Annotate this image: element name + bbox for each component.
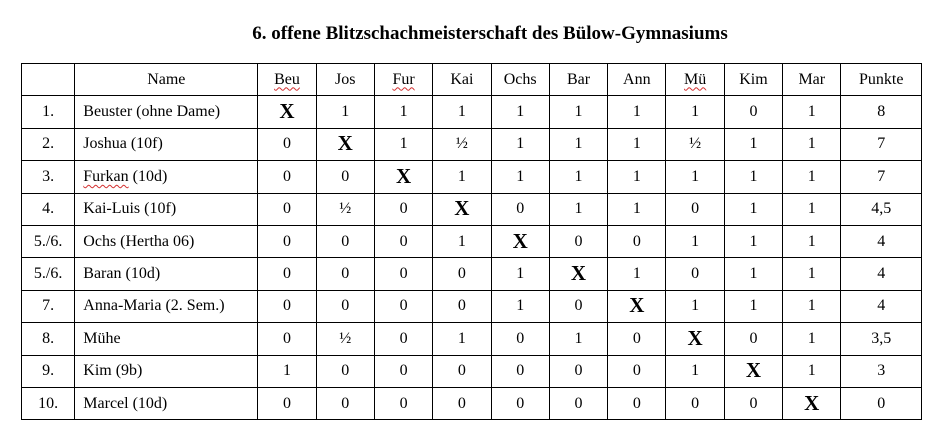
page-title: 6. offene Blitzschachmeisterschaft des Bülow-Gymnasiums (252, 23, 728, 44)
header-row (22, 64, 922, 96)
score-cell: 1 (724, 258, 782, 290)
score-cell: 1 (433, 323, 491, 355)
score-cell: 1 (783, 290, 841, 322)
score-cell: 0 (724, 387, 782, 419)
score-cell: 1 (549, 96, 607, 128)
table-row (22, 225, 922, 257)
score-cell: 0 (666, 193, 724, 225)
points-cell: 4 (841, 290, 922, 322)
self-pairing-cell (433, 193, 491, 225)
score-cell: 1 (666, 225, 724, 257)
x-mark: X (745, 358, 762, 383)
score-cell: 1 (549, 161, 607, 193)
header-jos: Jos (316, 64, 374, 96)
self-pairing-cell (374, 161, 432, 193)
header-ann: Ann (608, 64, 666, 96)
table-row (22, 161, 922, 193)
score-cell: 0 (258, 225, 316, 257)
score-cell: ½ (666, 128, 724, 160)
score-cell: 0 (316, 225, 374, 257)
score-cell: 1 (491, 258, 549, 290)
score-cell: 1 (608, 96, 666, 128)
score-cell: 0 (374, 193, 432, 225)
header-name: Name (75, 64, 258, 96)
score-cell: 1 (724, 161, 782, 193)
score-cell: 0 (491, 323, 549, 355)
score-cell: ½ (316, 193, 374, 225)
rank-cell: 5./6. (22, 258, 75, 290)
header-kai: Kai (433, 64, 491, 96)
player-name-cell: Baran (10d) (75, 258, 258, 290)
score-cell: 1 (666, 355, 724, 387)
score-cell: 0 (608, 225, 666, 257)
player-name-cell: Beuster (ohne Dame) (75, 96, 258, 128)
score-cell: 0 (258, 290, 316, 322)
self-pairing-cell (549, 258, 607, 290)
header-bar: Bar (549, 64, 607, 96)
player-name-cell: Mühe (75, 323, 258, 355)
score-cell: 0 (316, 161, 374, 193)
score-cell: 1 (491, 161, 549, 193)
score-cell: 1 (374, 128, 432, 160)
score-cell: 0 (666, 387, 724, 419)
points-cell: 8 (841, 96, 922, 128)
score-cell: 1 (666, 161, 724, 193)
score-cell: 1 (433, 96, 491, 128)
score-cell: 1 (783, 96, 841, 128)
rank-cell: 2. (22, 128, 75, 160)
header-mue: Mü (666, 64, 724, 96)
score-cell: 0 (258, 193, 316, 225)
x-mark: X (337, 131, 353, 156)
score-cell: 0 (374, 258, 432, 290)
score-cell: 1 (491, 290, 549, 322)
score-cell: 0 (316, 290, 374, 322)
player-name-cell: Marcel (10d) (75, 387, 258, 419)
score-cell: 1 (724, 225, 782, 257)
score-cell: 1 (549, 193, 607, 225)
rank-cell: 8. (22, 323, 75, 355)
score-cell: 1 (258, 355, 316, 387)
score-cell: 1 (724, 128, 782, 160)
header-mar: Mar (783, 64, 841, 96)
score-cell: 1 (491, 128, 549, 160)
score-cell: 1 (783, 225, 841, 257)
x-mark: X (279, 99, 295, 124)
points-cell: 0 (841, 387, 922, 419)
points-cell: 4 (841, 258, 922, 290)
score-cell: 1 (608, 193, 666, 225)
header-rank (22, 64, 75, 96)
score-cell: 0 (666, 258, 724, 290)
table-row (22, 258, 922, 290)
score-cell: 1 (783, 161, 841, 193)
score-cell: 1 (724, 193, 782, 225)
self-pairing-cell (666, 323, 724, 355)
score-cell: 0 (374, 323, 432, 355)
header-points: Punkte (841, 64, 922, 96)
score-cell: 1 (724, 290, 782, 322)
score-cell: 1 (316, 96, 374, 128)
points-cell: 7 (841, 128, 922, 160)
points-cell: 3 (841, 355, 922, 387)
header-beu: Beu (258, 64, 316, 96)
rank-cell: 10. (22, 387, 75, 419)
player-name-cell: Joshua (10f) (75, 128, 258, 160)
table-row (22, 290, 922, 322)
score-cell: 0 (258, 128, 316, 160)
self-pairing-cell (608, 290, 666, 322)
score-cell: ½ (316, 323, 374, 355)
x-mark: X (395, 163, 412, 188)
x-mark: X (454, 196, 470, 221)
table-row (22, 193, 922, 225)
player-name-cell: Anna-Maria (2. Sem.) (75, 290, 258, 322)
score-cell: 0 (433, 258, 491, 290)
score-cell: 1 (608, 161, 666, 193)
x-mark: X (512, 228, 528, 253)
score-cell: 1 (433, 161, 491, 193)
score-cell: 1 (666, 290, 724, 322)
score-cell: 0 (258, 258, 316, 290)
score-cell: 1 (783, 323, 841, 355)
score-cell: 1 (374, 96, 432, 128)
rank-cell: 5./6. (22, 225, 75, 257)
x-mark: X (629, 293, 645, 318)
score-cell: 1 (608, 128, 666, 160)
self-pairing-cell (491, 225, 549, 257)
score-cell: 0 (374, 225, 432, 257)
score-cell: 0 (374, 355, 432, 387)
player-name-cell: Kai-Luis (10f) (75, 193, 258, 225)
table-row (22, 387, 922, 419)
score-cell: 0 (549, 290, 607, 322)
score-cell: 0 (549, 387, 607, 419)
score-cell: 1 (549, 323, 607, 355)
points-cell: 3,5 (841, 323, 922, 355)
rank-cell: 9. (22, 355, 75, 387)
table-row (22, 128, 922, 160)
score-cell: 0 (724, 96, 782, 128)
score-cell: 0 (724, 323, 782, 355)
player-name-cell: Furkan (10d) (75, 161, 258, 193)
score-cell: 0 (374, 290, 432, 322)
score-cell: 1 (608, 258, 666, 290)
self-pairing-cell (783, 387, 841, 419)
score-cell: 0 (608, 355, 666, 387)
x-mark: X (570, 261, 587, 286)
points-cell: 4 (841, 225, 922, 257)
score-cell: 1 (783, 128, 841, 160)
score-cell: 0 (433, 355, 491, 387)
score-cell: 0 (258, 161, 316, 193)
self-pairing-cell (258, 96, 316, 128)
score-cell: 0 (549, 225, 607, 257)
score-cell: 0 (316, 387, 374, 419)
results-body (22, 96, 922, 420)
score-cell: 0 (374, 387, 432, 419)
score-cell: 0 (316, 258, 374, 290)
rank-cell: 7. (22, 290, 75, 322)
header-kim: Kim (724, 64, 782, 96)
table-row (22, 355, 922, 387)
score-cell: 0 (491, 355, 549, 387)
table-row (22, 96, 922, 128)
score-cell: 0 (258, 387, 316, 419)
score-cell: 1 (783, 193, 841, 225)
header-fur: Fur (374, 64, 432, 96)
x-mark: X (804, 390, 820, 415)
self-pairing-cell (724, 355, 782, 387)
score-cell: 0 (608, 387, 666, 419)
score-cell: 1 (783, 258, 841, 290)
player-name-cell: Kim (9b) (75, 355, 258, 387)
results-table (21, 63, 922, 420)
score-cell: 1 (491, 96, 549, 128)
points-cell: 4,5 (841, 193, 922, 225)
rank-cell: 4. (22, 193, 75, 225)
score-cell: 0 (608, 323, 666, 355)
score-cell: ½ (433, 128, 491, 160)
self-pairing-cell (316, 128, 374, 160)
score-cell: 1 (666, 96, 724, 128)
table-row (22, 323, 922, 355)
rank-cell: 3. (22, 161, 75, 193)
rank-cell: 1. (22, 96, 75, 128)
points-cell: 7 (841, 161, 922, 193)
score-cell: 1 (433, 225, 491, 257)
score-cell: 0 (491, 387, 549, 419)
x-mark: X (687, 325, 703, 350)
player-name-cell: Ochs (Hertha 06) (75, 225, 258, 257)
score-cell: 0 (491, 193, 549, 225)
score-cell: 0 (316, 355, 374, 387)
score-cell: 0 (433, 387, 491, 419)
score-cell: 1 (783, 355, 841, 387)
score-cell: 0 (433, 290, 491, 322)
score-cell: 0 (549, 355, 607, 387)
header-ochs: Ochs (491, 64, 549, 96)
score-cell: 1 (549, 128, 607, 160)
score-cell: 0 (258, 323, 316, 355)
